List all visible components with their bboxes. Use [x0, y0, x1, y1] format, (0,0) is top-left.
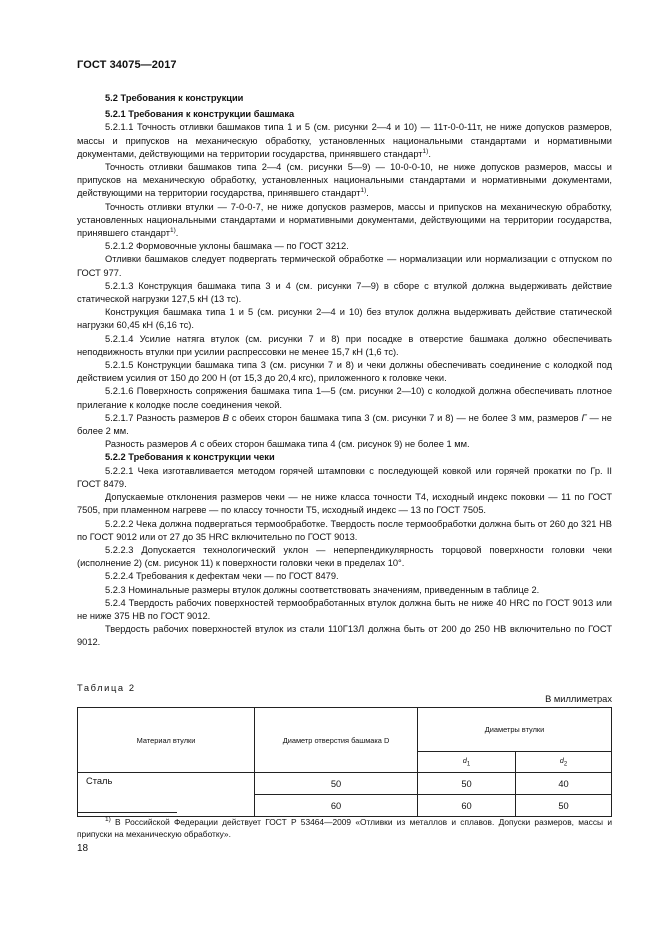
cell-material: Сталь — [78, 773, 255, 817]
header-d1: $d_1$ — [418, 752, 516, 773]
bushing-table — [77, 707, 612, 817]
header-diameter: Диаметр отверстия башмака D — [255, 708, 418, 773]
footnote: $^{1)}$ В Российской Федерации действует ГОСТ Р 53464—2009 «Отливки из металлов и сплавов. Допуски размеров, массы и припуски на механическую обработку». — [77, 816, 612, 839]
paragraph: 5.2.1.4 Усилие натяга втулок (см. рисунки 7 и 8) при посадке в отверстие башмака должно обеспечивать неподвижность втулки при усилии распрессовки не менее 15,7 кН (1,6 тс). — [77, 333, 612, 357]
paragraph: Твердость рабочих поверхностей втулок из стали 110Г13Л должна быть от 200 до 250 НВ включительно по ГОСТ 9012. — [77, 624, 612, 648]
document-code: ГОСТ 34075—2017 — [77, 59, 177, 71]
paragraph: 5.2.2.4 Требования к дефектам чеки — по ГОСТ 8479. — [105, 571, 339, 582]
table-caption: Таблица 2 — [77, 683, 136, 693]
page-number: 18 — [77, 843, 89, 854]
paragraph: 5.2.1.2 Формовочные уклоны башмака — по ГОСТ 3212. — [105, 241, 349, 252]
paragraph: 5.2.2.3 Допускается технологический уклон — неперпендикулярность торцовой поверхности головки чеки (исполнение 2) (см. рисунок 11) к поверхности головки чеки в пределах 10°. — [77, 544, 612, 569]
subsection-title: 5.2.1 Требования к конструкции башмака — [105, 109, 295, 120]
paragraph: Отливки башмаков следует подвергать термической обработке — нормализации или нормализации с отпуском по ГОСТ 977. — [77, 254, 612, 278]
footnote-ref: 1) — [422, 147, 429, 155]
paragraph: Допускаемые отклонения размеров чеки — не ниже класса точности Т4, исходный индекс поковки — 11 по ГОСТ 7505, при пламенном нагреве — по классу точности Т5, исходный индекс — 13 по ГОСТ 7505. — [77, 492, 612, 516]
header-bushing-diameters: Диаметры втулки — [418, 708, 612, 752]
paragraph: 5.2.2.2 Чека должна подвергаться термообработке. Твердость после термообработки должна быть от 260 до 321 НВ по ГОСТ 9012 или от 27 до 35 HRC включительно по ГОСТ 9013. — [77, 518, 612, 542]
header-material: Материал втулки — [78, 708, 255, 773]
paragraph: Конструкция башмака типа 1 и 5 (см. рисунки 2—4 и 10) без втулок должна выдерживать действие статической нагрузки 60,45 кН (6,16 тс). — [77, 307, 612, 331]
paragraph: Разность размеров А с обеих сторон башмака типа 4 (см. рисунок 9) не более 1 мм. — [105, 439, 470, 450]
cell-D: 50 — [255, 773, 418, 795]
cell-D: 60 — [255, 795, 418, 817]
paragraph: 5.2.1.1 Точность отливки башмаков типа 1 и 5 (см. рисунки 2—4 и 10) — 11т-0-0-11т, не ниже допусков размеров, массы и припусков на механическую обработку, установленных национальными стандартами и нормативными документами, действующими на территории государства, принявшего стандарт$^{1)}$. — [77, 122, 612, 159]
cell-d2: 40 — [516, 773, 612, 795]
paragraph: 5.2.3 Номинальные размеры втулок должны соответствовать значениям, приведенным в таблице 2. — [105, 584, 540, 595]
cell-d1: 50 — [418, 773, 516, 795]
header-d2: $d_2$ — [516, 752, 612, 773]
paragraph: 5.2.1.5 Конструкции башмака типа 3 (см. рисунки 7 и 8) и чеки должны обеспечивать соединение с колодкой под действием усилия от 150 до 200 Н (от 15,3 до 20,4 кгс), приложенного к головке чеки. — [77, 360, 612, 384]
main-text — [77, 92, 612, 650]
paragraph: 5.2.1.7 Разность размеров В с обеих сторон башмака типа 3 (см. рисунки 7 и 8) — не более 3 мм, размеров Г — не более 2 мм. — [77, 412, 612, 437]
paragraph: Точность отливки втулки — 7-0-0-7, не ниже допусков размеров, массы и припусков на механическую обработку, установленных национальными стандартами и нормативными документами, действующими на территории государства, принявшего стандарт$^{1)}$. — [77, 201, 612, 239]
section-title: 5.2 Требования к конструкции — [105, 93, 244, 103]
paragraph: 5.2.4 Твердость рабочих поверхностей термообработанных втулок должна быть не ниже 40 HRC по ГОСТ 9013 или не ниже 375 НВ по ГОСТ 9012. — [77, 597, 612, 621]
paragraph: 5.2.1.3 Конструкция башмака типа 3 и 4 (см. рисунки 7—9) в сборе с втулкой должна выдерживать действие статической нагрузки 127,5 кН (13 тс). — [77, 280, 612, 305]
cell-d1: 60 — [418, 795, 516, 817]
table-row — [78, 773, 612, 795]
subsection-title: 5.2.2 Требования к конструкции чеки — [105, 452, 275, 463]
cell-d2: 50 — [516, 795, 612, 817]
footnote-ref: 1) — [360, 187, 367, 195]
footnote-ref: 1) — [170, 227, 176, 235]
paragraph: Точность отливки башмаков типа 2—4 (см. рисунки 5—9) — 10-0-0-10, не ниже допусков размеров, массы и припусков на механическую обработку, установленных национальными стандартами и нормативными документами, действующими на территории государства, принявшего стандарт$^{1)}$. — [77, 162, 612, 199]
paragraph: 5.2.1.6 Поверхность сопряжения башмака типа 1—5 (см. рисунки 2—10) с колодкой должна обеспечивать плотное прилегание к колодке после соединения чекой. — [77, 386, 612, 410]
paragraph: 5.2.2.1 Чека изготавливается методом горячей штамповки с последующей ковкой или горячей прокатки по Гр. II ГОСТ 8479. — [77, 465, 612, 489]
table-units: В миллиметрах — [545, 694, 612, 704]
footnote-divider — [77, 812, 177, 813]
